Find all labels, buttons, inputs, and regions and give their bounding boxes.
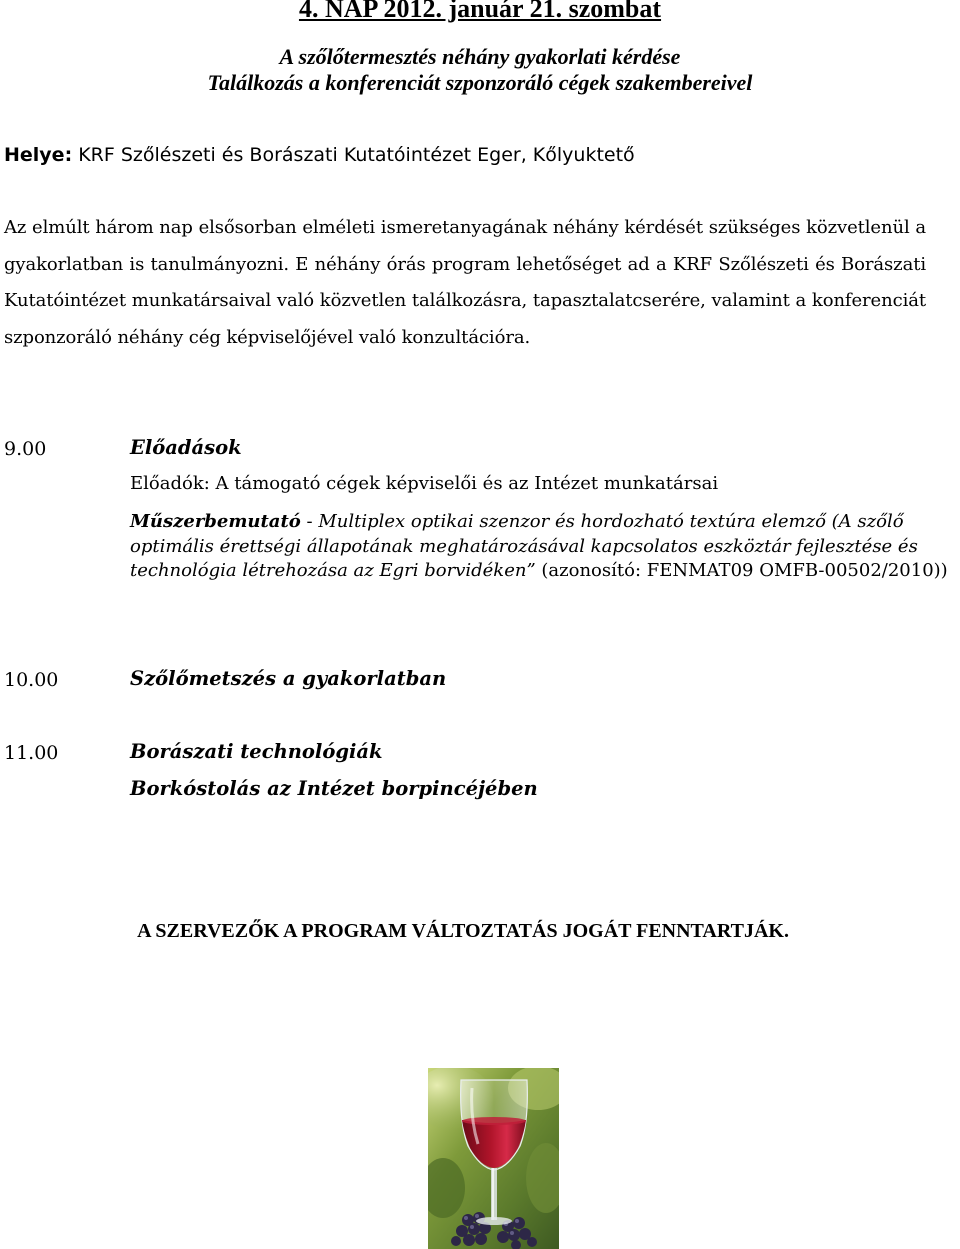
- schedule-time-900: 9.00: [4, 438, 47, 460]
- schedule-title-1100-tasting: Borkóstolás az Intézet borpincéjében: [130, 777, 538, 800]
- intro-paragraph: Az elmúlt három nap elsősorban elméleti ismeretanyagának néhány kérdését szükséges közvetlenül a gyakorlatban is tanulmányozni. E néhány órás program lehetőséget ad a KRF Szőlészeti és Borászati Kutatóintézet munkatársaival való közvetlen találkozásra, tapasztalatcserére, valamint a konferenciát szponzoráló néhány cég képviselőjével való konzultációra.: [4, 217, 926, 348]
- venue-text: KRF Szőlészeti és Borászati Kutatóintézet Eger, Kőlyuktető: [72, 144, 635, 166]
- day-title: 4. NAP 2012. január 21. szombat: [298, 0, 662, 23]
- program-title: A szőlőtermesztés néhány gyakorlati kérdése: [279, 44, 681, 69]
- schedule-time-1000: 10.00: [4, 669, 59, 691]
- wine-glass-grapes-icon: [428, 1068, 559, 1249]
- organizer-notice: A SZERVEZŐK A PROGRAM VÁLTOZTATÁS JOGÁT FENNTARTJÁK.: [137, 920, 789, 942]
- speakers-line: Előadók: A támogató cégek képviselői és az Intézet munkatársai: [130, 473, 719, 494]
- schedule-title-1100: Borászati technológiák: [130, 740, 383, 763]
- schedule-title-900: Előadások: [130, 436, 242, 459]
- demo-label: Műszerbemutató: [130, 511, 301, 532]
- program-subtitle: Találkozás a konferenciát szponzoráló cégek szakembereivel: [207, 70, 753, 95]
- instrument-demo: [130, 510, 960, 584]
- venue: [4, 144, 635, 166]
- demo-identifier: (azonosító: FENMAT09 OMFB-00502/2010)): [535, 560, 948, 581]
- demo-description: Multiplex optikai szenzor és hordozható textúra elemző (A szőlő optimális érettségi állapotának meghatározásával kapcsolatos eszköztár fejlesztése és technológia létrehozása az Egri borvidéken”: [130, 511, 918, 581]
- schedule-time-1100: 11.00: [4, 742, 59, 764]
- demo-separator: -: [300, 511, 319, 532]
- schedule-title-1000: Szőlőmetszés a gyakorlatban: [130, 667, 447, 690]
- venue-label: Helye:: [4, 144, 73, 166]
